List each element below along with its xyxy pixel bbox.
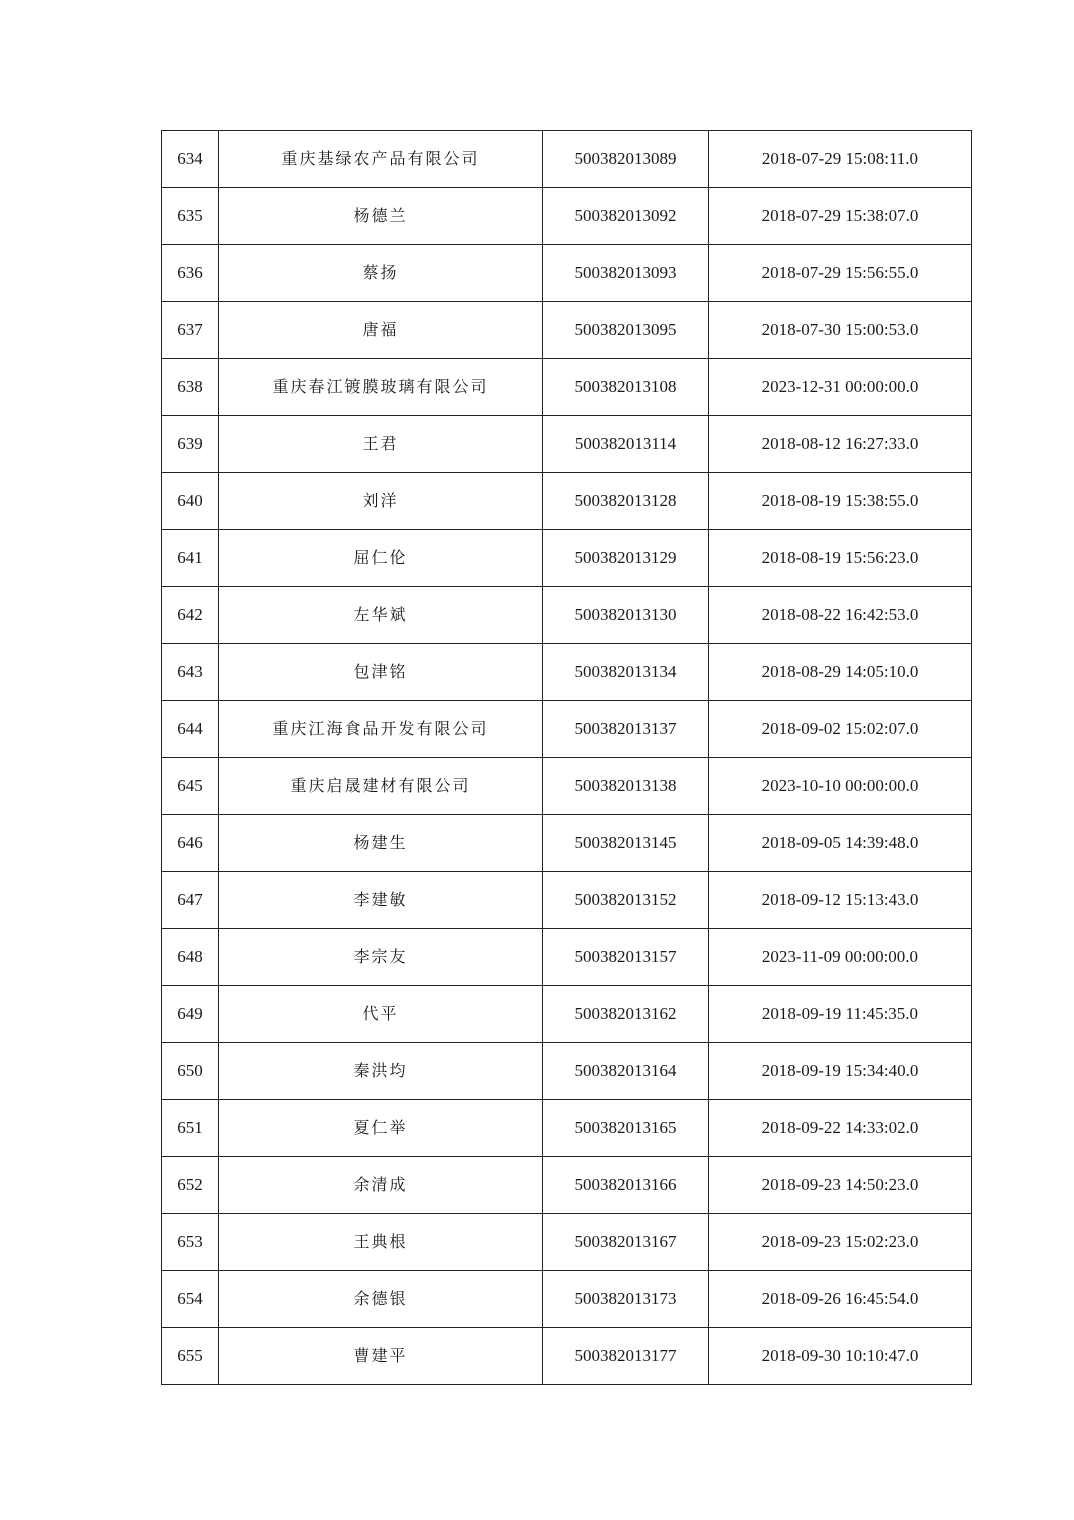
records-table-body xyxy=(162,131,972,1385)
entity-name-cell: 余德银 xyxy=(219,1271,543,1328)
row-number-cell: 646 xyxy=(162,815,219,872)
row-number-cell: 647 xyxy=(162,872,219,929)
registration-code-cell: 500382013173 xyxy=(543,1271,709,1328)
row-number-cell: 639 xyxy=(162,416,219,473)
entity-name-cell: 蔡扬 xyxy=(219,245,543,302)
table-row xyxy=(162,815,972,872)
entity-name-cell: 代平 xyxy=(219,986,543,1043)
timestamp-cell: 2018-08-19 15:38:55.0 xyxy=(709,473,972,530)
table-row xyxy=(162,1328,972,1385)
timestamp-cell: 2018-09-23 15:02:23.0 xyxy=(709,1214,972,1271)
registration-code-cell: 500382013114 xyxy=(543,416,709,473)
entity-name-cell: 唐福 xyxy=(219,302,543,359)
registration-code-cell: 500382013145 xyxy=(543,815,709,872)
table-row xyxy=(162,530,972,587)
registration-code-cell: 500382013128 xyxy=(543,473,709,530)
registration-code-cell: 500382013177 xyxy=(543,1328,709,1385)
table-row xyxy=(162,302,972,359)
timestamp-cell: 2018-07-30 15:00:53.0 xyxy=(709,302,972,359)
row-number-cell: 640 xyxy=(162,473,219,530)
timestamp-cell: 2018-09-30 10:10:47.0 xyxy=(709,1328,972,1385)
row-number-cell: 652 xyxy=(162,1157,219,1214)
timestamp-cell: 2018-08-19 15:56:23.0 xyxy=(709,530,972,587)
entity-name-cell: 夏仁举 xyxy=(219,1100,543,1157)
timestamp-cell: 2018-07-29 15:08:11.0 xyxy=(709,131,972,188)
registration-code-cell: 500382013162 xyxy=(543,986,709,1043)
table-row xyxy=(162,131,972,188)
registration-code-cell: 500382013166 xyxy=(543,1157,709,1214)
registration-code-cell: 500382013095 xyxy=(543,302,709,359)
entity-name-cell: 秦洪均 xyxy=(219,1043,543,1100)
registration-code-cell: 500382013130 xyxy=(543,587,709,644)
timestamp-cell: 2018-09-26 16:45:54.0 xyxy=(709,1271,972,1328)
row-number-cell: 650 xyxy=(162,1043,219,1100)
timestamp-cell: 2018-08-22 16:42:53.0 xyxy=(709,587,972,644)
entity-name-cell: 王典根 xyxy=(219,1214,543,1271)
row-number-cell: 654 xyxy=(162,1271,219,1328)
timestamp-cell: 2018-09-12 15:13:43.0 xyxy=(709,872,972,929)
row-number-cell: 649 xyxy=(162,986,219,1043)
table-row xyxy=(162,1100,972,1157)
row-number-cell: 636 xyxy=(162,245,219,302)
row-number-cell: 643 xyxy=(162,644,219,701)
row-number-cell: 655 xyxy=(162,1328,219,1385)
table-row xyxy=(162,587,972,644)
entity-name-cell: 余清成 xyxy=(219,1157,543,1214)
entity-name-cell: 李建敏 xyxy=(219,872,543,929)
table-row xyxy=(162,1214,972,1271)
entity-name-cell: 包津铭 xyxy=(219,644,543,701)
timestamp-cell: 2018-07-29 15:38:07.0 xyxy=(709,188,972,245)
timestamp-cell: 2023-11-09 00:00:00.0 xyxy=(709,929,972,986)
entity-name-cell: 王君 xyxy=(219,416,543,473)
table-row xyxy=(162,473,972,530)
registration-code-cell: 500382013157 xyxy=(543,929,709,986)
row-number-cell: 648 xyxy=(162,929,219,986)
table-row xyxy=(162,986,972,1043)
table-row xyxy=(162,1043,972,1100)
row-number-cell: 638 xyxy=(162,359,219,416)
entity-name-cell: 重庆启晟建材有限公司 xyxy=(219,758,543,815)
entity-name-cell: 重庆春江镀膜玻璃有限公司 xyxy=(219,359,543,416)
registration-code-cell: 500382013108 xyxy=(543,359,709,416)
timestamp-cell: 2018-09-02 15:02:07.0 xyxy=(709,701,972,758)
timestamp-cell: 2018-08-12 16:27:33.0 xyxy=(709,416,972,473)
entity-name-cell: 左华斌 xyxy=(219,587,543,644)
entity-name-cell: 曹建平 xyxy=(219,1328,543,1385)
table-row xyxy=(162,416,972,473)
table-row xyxy=(162,245,972,302)
timestamp-cell: 2023-12-31 00:00:00.0 xyxy=(709,359,972,416)
row-number-cell: 653 xyxy=(162,1214,219,1271)
table-row xyxy=(162,758,972,815)
entity-name-cell: 屈仁伦 xyxy=(219,530,543,587)
timestamp-cell: 2018-09-23 14:50:23.0 xyxy=(709,1157,972,1214)
timestamp-cell: 2018-09-05 14:39:48.0 xyxy=(709,815,972,872)
row-number-cell: 645 xyxy=(162,758,219,815)
table-row xyxy=(162,1271,972,1328)
timestamp-cell: 2018-09-22 14:33:02.0 xyxy=(709,1100,972,1157)
entity-name-cell: 杨建生 xyxy=(219,815,543,872)
row-number-cell: 635 xyxy=(162,188,219,245)
table-row xyxy=(162,872,972,929)
registration-code-cell: 500382013089 xyxy=(543,131,709,188)
registration-code-cell: 500382013129 xyxy=(543,530,709,587)
table-row xyxy=(162,188,972,245)
registration-code-cell: 500382013137 xyxy=(543,701,709,758)
table-row xyxy=(162,644,972,701)
row-number-cell: 642 xyxy=(162,587,219,644)
registration-code-cell: 500382013164 xyxy=(543,1043,709,1100)
registration-code-cell: 500382013134 xyxy=(543,644,709,701)
row-number-cell: 637 xyxy=(162,302,219,359)
registration-code-cell: 500382013167 xyxy=(543,1214,709,1271)
timestamp-cell: 2018-07-29 15:56:55.0 xyxy=(709,245,972,302)
row-number-cell: 644 xyxy=(162,701,219,758)
registration-code-cell: 500382013093 xyxy=(543,245,709,302)
registration-code-cell: 500382013165 xyxy=(543,1100,709,1157)
row-number-cell: 634 xyxy=(162,131,219,188)
records-table xyxy=(161,130,972,1385)
entity-name-cell: 重庆江海食品开发有限公司 xyxy=(219,701,543,758)
timestamp-cell: 2018-09-19 15:34:40.0 xyxy=(709,1043,972,1100)
row-number-cell: 651 xyxy=(162,1100,219,1157)
table-row xyxy=(162,359,972,416)
timestamp-cell: 2023-10-10 00:00:00.0 xyxy=(709,758,972,815)
table-row xyxy=(162,929,972,986)
table-row xyxy=(162,701,972,758)
entity-name-cell: 刘洋 xyxy=(219,473,543,530)
registration-code-cell: 500382013092 xyxy=(543,188,709,245)
entity-name-cell: 李宗友 xyxy=(219,929,543,986)
registration-code-cell: 500382013138 xyxy=(543,758,709,815)
timestamp-cell: 2018-09-19 11:45:35.0 xyxy=(709,986,972,1043)
row-number-cell: 641 xyxy=(162,530,219,587)
table-row xyxy=(162,1157,972,1214)
registration-code-cell: 500382013152 xyxy=(543,872,709,929)
entity-name-cell: 杨德兰 xyxy=(219,188,543,245)
timestamp-cell: 2018-08-29 14:05:10.0 xyxy=(709,644,972,701)
entity-name-cell: 重庆基绿农产品有限公司 xyxy=(219,131,543,188)
